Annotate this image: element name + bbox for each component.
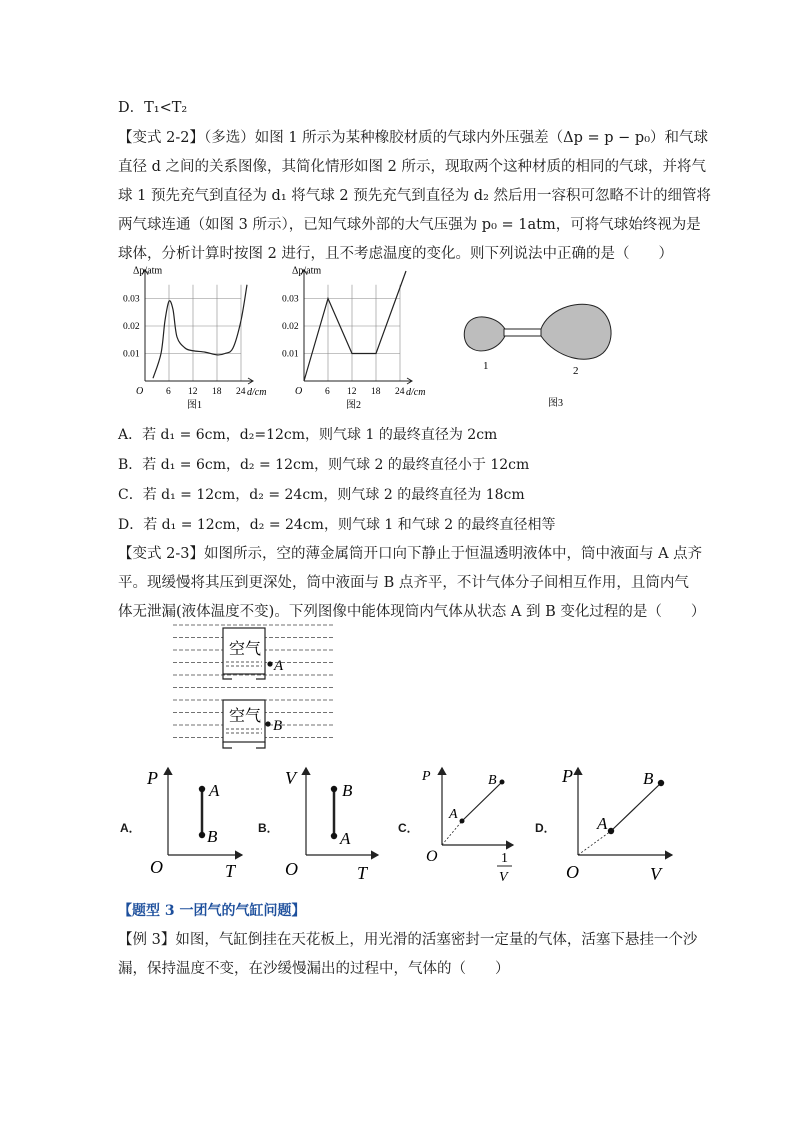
x-tick-label: 6 bbox=[166, 387, 171, 397]
x-tick-label: 6 bbox=[325, 387, 330, 397]
cylinder-at-b bbox=[223, 700, 282, 748]
graph-a-yaxis: P bbox=[147, 768, 158, 788]
graph-c-yaxis: P bbox=[422, 769, 431, 784]
balloon-2-shape bbox=[541, 304, 611, 359]
point-a-dot bbox=[267, 661, 272, 666]
q23-line-2: 平。现缓慢将其压到更深处，筒中液面与 B 点齐平，不计气体分子间相互作用，且筒内气 bbox=[118, 575, 689, 591]
q23-option-c-label: C． bbox=[398, 821, 419, 835]
q23-option-b-label: B． bbox=[258, 821, 279, 835]
air-label-top: 空气 bbox=[229, 641, 262, 658]
graph-c-origin: O bbox=[426, 848, 438, 865]
graph-c-xaxis-denominator: V bbox=[499, 870, 508, 885]
example3-line-2: 漏，保持温度不变，在沙缓慢漏出的过程中，气体的（ ） bbox=[118, 961, 510, 977]
y-axis-label: Δp/atm bbox=[292, 265, 322, 277]
q22-line-3: 球 1 预先充气到直径为 d₁ 将气球 2 预先充气到直径为 d₂ 然后用一容积可忽略不计的细管将 bbox=[118, 188, 712, 204]
cylinder-at-a bbox=[223, 628, 284, 679]
q22-option-c: C．若 d₁ = 12cm，d₂ = 24cm，则气球 2 的最终直径为 18cm bbox=[118, 487, 525, 503]
graph-d-label-b: B bbox=[643, 769, 654, 788]
q23-line-1: 【变式 2-3】如图所示，空的薄金属筒开口向下静止于恒温透明液体中，筒中液面与 A 点齐 bbox=[118, 546, 703, 562]
graph-c-xaxis-numerator: 1 bbox=[501, 851, 508, 866]
graph-d-point-a bbox=[608, 828, 614, 834]
q22-line-1: 【变式 2-2】（多选）如图 1 所示为某种橡胶材质的气球内外压强差（Δp = p − p₀）和气球 bbox=[118, 130, 709, 146]
graph-a-point-b bbox=[199, 832, 205, 838]
q22-line-4: 两气球连通（如图 3 所示），已知气球外部的大气压强为 p₀ = 1atm，可将气球始终视为是 bbox=[118, 217, 701, 233]
x-axis-label: d/cm bbox=[406, 387, 426, 398]
graph-a bbox=[146, 768, 242, 881]
x-tick-label: 24 bbox=[395, 387, 405, 397]
x-tick-label: 12 bbox=[347, 387, 357, 397]
graph-c-label-a: A bbox=[449, 807, 458, 822]
graph-b-label-b: B bbox=[342, 781, 353, 800]
q23-line-3: 体无泄漏(液体温度不变)。下列图像中能体现筒内气体从状态 A 到 B 变化过程的是（ ） bbox=[118, 604, 706, 620]
q22-option-d: D．若 d₁ = 12cm，d₂ = 24cm，则气球 1 和气球 2 的最终直径相等 bbox=[118, 517, 556, 533]
cylinder-in-liquid-figure bbox=[0, 622, 794, 752]
x-axis-label: d/cm bbox=[247, 387, 267, 398]
x-tick-label: 18 bbox=[371, 387, 381, 397]
graph-d-xaxis: V bbox=[650, 864, 661, 884]
graph-a-xaxis: T bbox=[225, 861, 236, 881]
graph-d-point-b bbox=[658, 780, 664, 786]
graph-a-label-b: B bbox=[207, 827, 218, 846]
q23-answer-graphs bbox=[0, 758, 794, 888]
graph-c-point-b bbox=[500, 780, 505, 785]
q22-line-2: 直径 d 之间的关系图像，其简化情形如图 2 所示，现取两个这种材质的相同的气球，并将气 bbox=[118, 159, 706, 175]
graph-c bbox=[421, 768, 513, 885]
graph-b-point-b bbox=[331, 786, 337, 792]
q22-option-b: B．若 d₁ = 6cm，d₂ = 12cm，则气球 2 的最终直径小于 12cm bbox=[118, 457, 530, 473]
balloon-2-label: 2 bbox=[573, 365, 579, 377]
q23-option-a-label: A． bbox=[120, 821, 141, 835]
point-b-label: B bbox=[273, 718, 283, 734]
graph-b-point-a bbox=[331, 833, 337, 839]
origin-label: O bbox=[295, 386, 303, 397]
graph-d-origin: O bbox=[566, 862, 579, 882]
y-tick-label: 0.03 bbox=[282, 294, 299, 305]
y-axis-label: Δp/atm bbox=[133, 265, 163, 277]
graph-a-point-a bbox=[199, 786, 205, 792]
graph-d-yaxis: P bbox=[562, 766, 573, 786]
q22-line-5: 球体，分析计算时按图 2 进行，且不考虑温度的变化。则下列说法中正确的是（ ） bbox=[118, 246, 673, 262]
point-b-dot bbox=[265, 721, 270, 726]
graph-b-origin: O bbox=[285, 859, 298, 879]
section-heading: 【题型 3 一团气的气缸问题】 bbox=[118, 903, 306, 919]
figure-caption: 图2 bbox=[346, 400, 361, 411]
prev-option-d: D．T₁<T₂ bbox=[118, 100, 188, 116]
graph-b-xaxis: T bbox=[357, 863, 368, 883]
q22-option-a: A．若 d₁ = 6cm，d₂=12cm，则气球 1 的最终直径为 2cm bbox=[118, 427, 498, 443]
figures-row bbox=[0, 262, 794, 412]
graph-c-label-b: B bbox=[488, 773, 497, 788]
y-tick-label: 0.01 bbox=[282, 349, 299, 360]
balloon-1-label: 1 bbox=[483, 360, 489, 372]
figure-1-chart bbox=[123, 266, 266, 411]
balloon-1-shape bbox=[464, 317, 505, 351]
point-a-label: A bbox=[274, 658, 284, 674]
x-tick-label: 12 bbox=[188, 387, 198, 397]
figure-3-balloons bbox=[464, 304, 611, 409]
x-tick-label: 24 bbox=[236, 387, 246, 397]
graph-c-point-a bbox=[460, 819, 465, 824]
figure-3-caption: 图3 bbox=[548, 398, 563, 409]
graph-a-label-a: A bbox=[209, 781, 220, 800]
origin-label: O bbox=[136, 386, 144, 397]
x-tick-label: 18 bbox=[212, 387, 222, 397]
y-tick-label: 0.03 bbox=[123, 294, 140, 305]
graph-b-yaxis: V bbox=[285, 768, 296, 788]
y-tick-label: 0.01 bbox=[123, 349, 140, 360]
q23-option-d-label: D． bbox=[535, 821, 556, 835]
connecting-tube bbox=[504, 329, 542, 336]
example3-line-1: 【例 3】如图，气缸倒挂在天花板上，用光滑的活塞密封一定量的气体，活塞下悬挂一个沙 bbox=[118, 932, 698, 948]
y-tick-label: 0.02 bbox=[123, 322, 140, 332]
y-tick-label: 0.02 bbox=[282, 322, 299, 332]
graph-a-origin: O bbox=[150, 857, 163, 877]
air-label-bottom: 空气 bbox=[229, 708, 262, 725]
graph-b-label-a: A bbox=[340, 829, 351, 848]
figure-2-chart bbox=[282, 266, 425, 411]
graph-d-label-a: A bbox=[597, 814, 608, 833]
figure-caption: 图1 bbox=[187, 400, 202, 411]
graph-b bbox=[285, 768, 378, 883]
graph-d bbox=[561, 766, 672, 884]
